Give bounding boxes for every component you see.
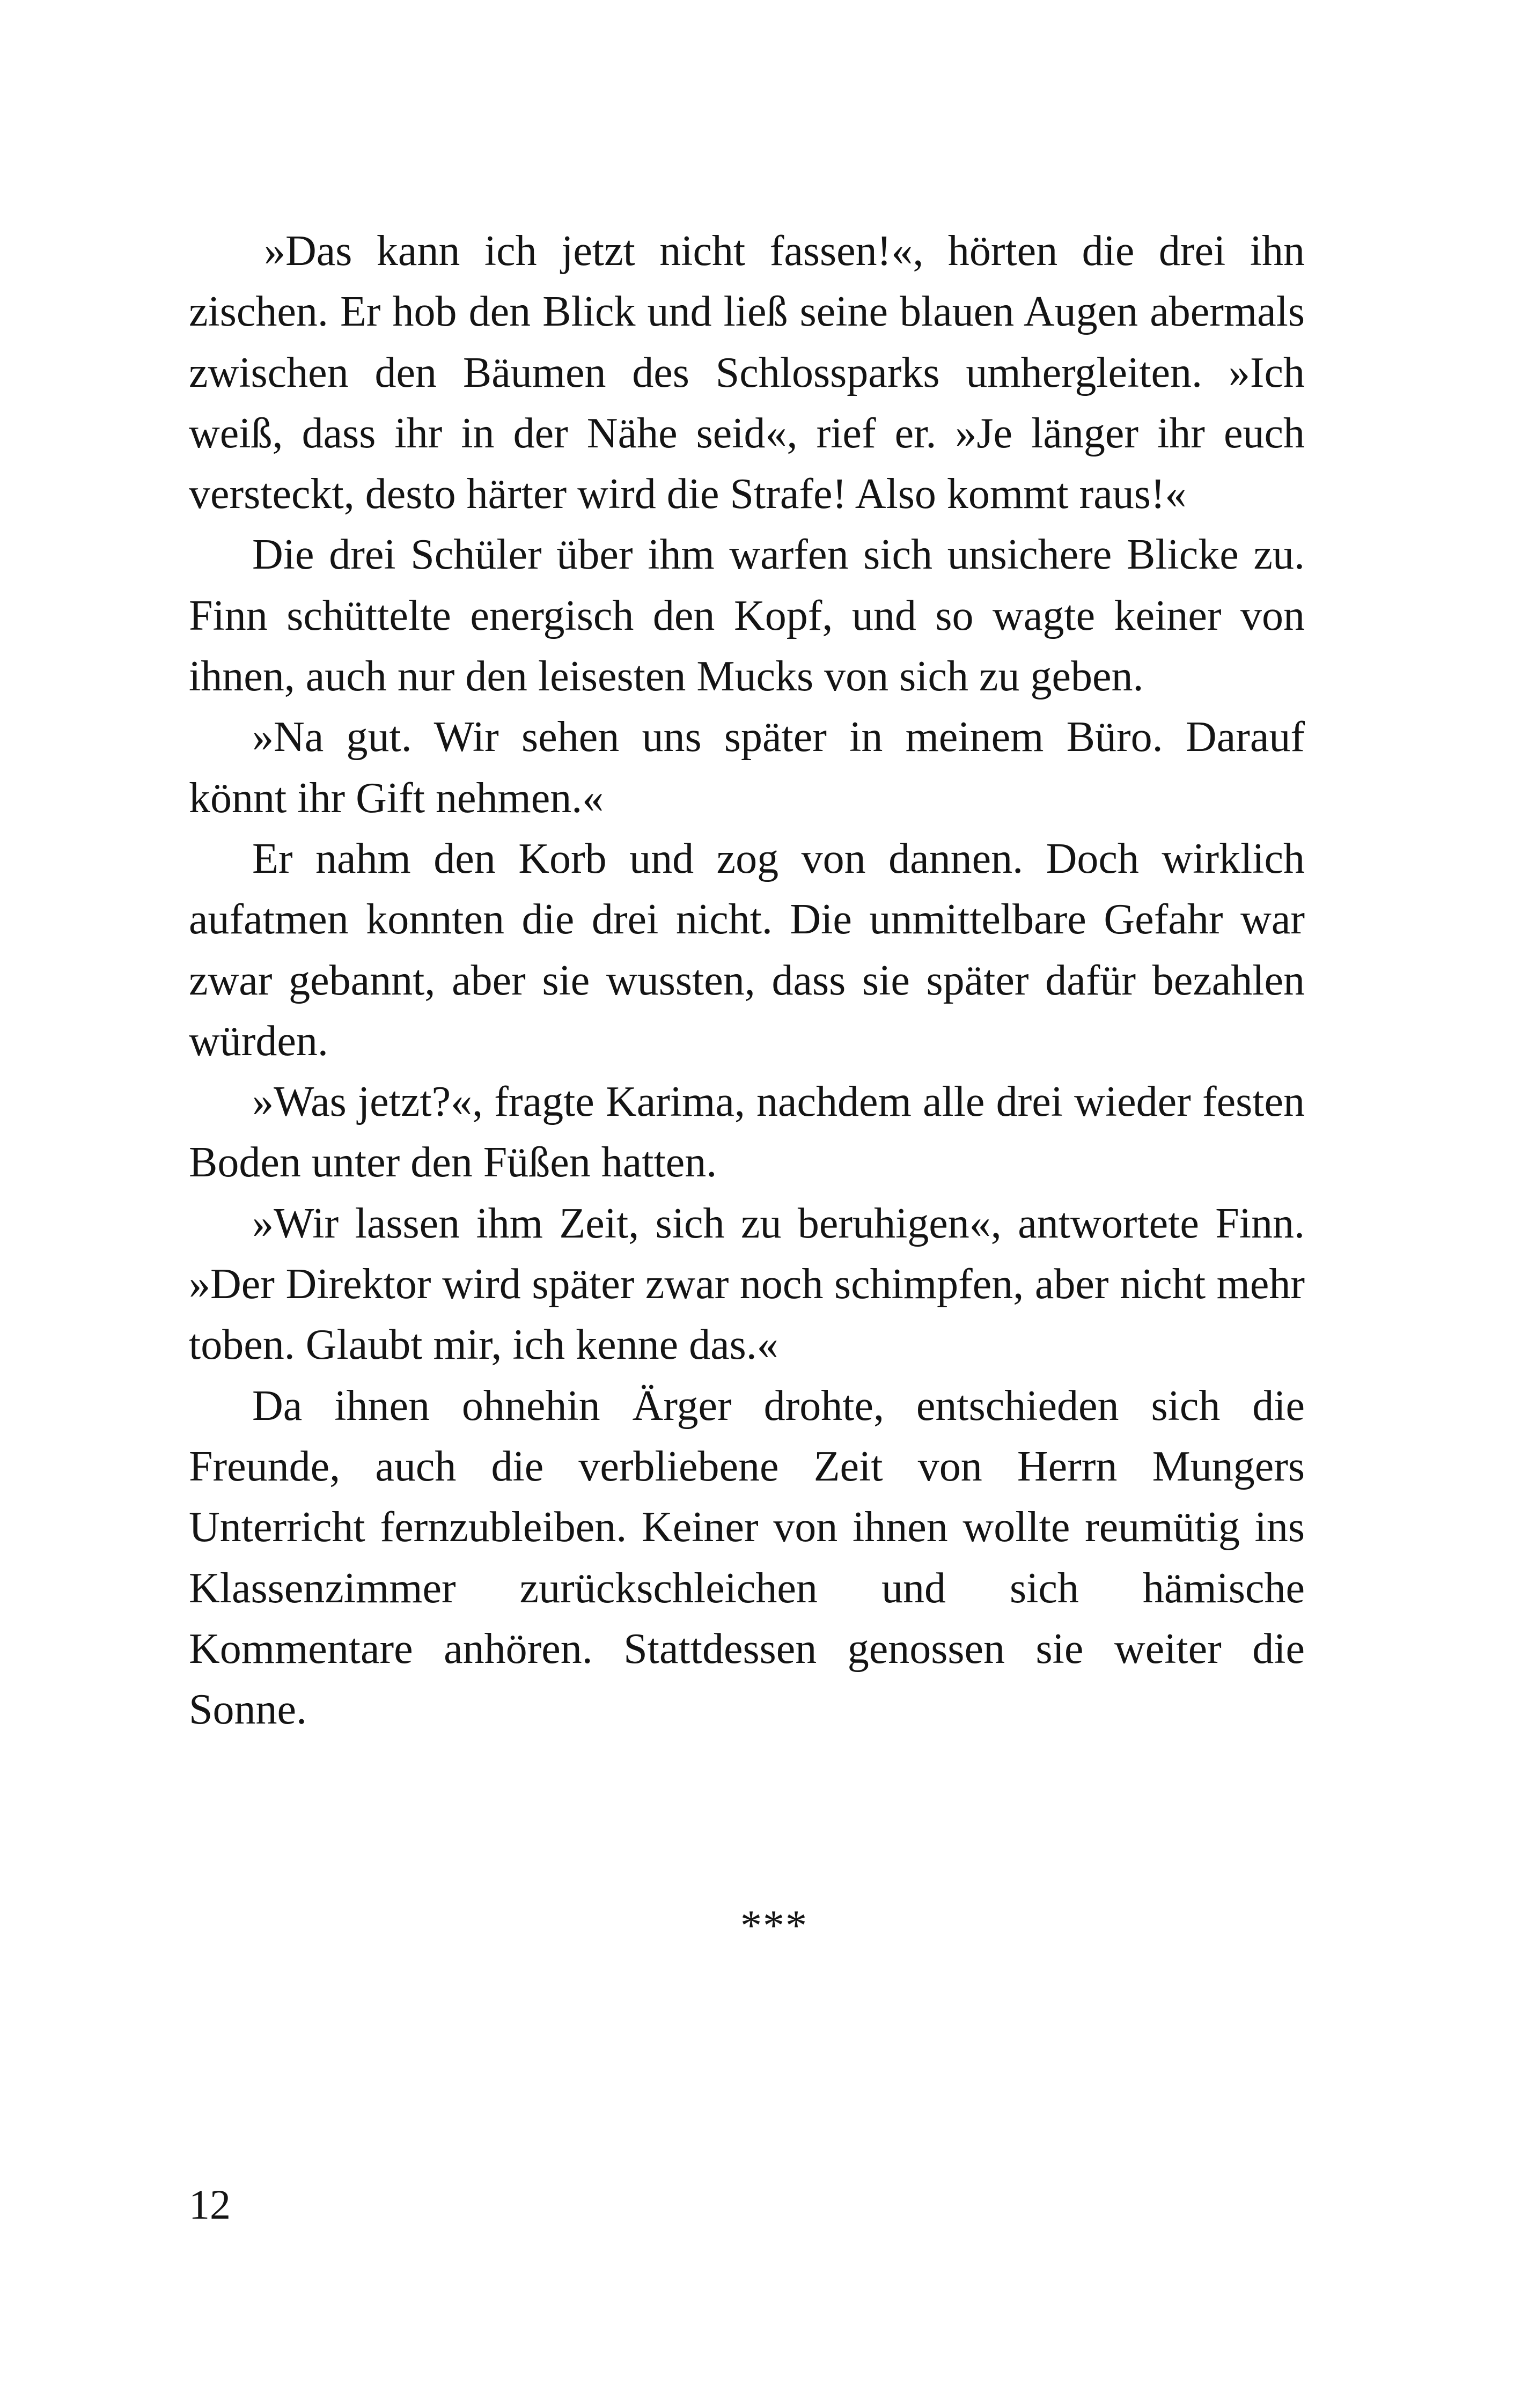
paragraph: »Na gut. Wir sehen uns später in meinem Büro. Darauf könnt ihr Gift nehmen.« <box>189 713 1305 822</box>
scene-break: *** <box>740 1902 808 1949</box>
paragraph: Da ihnen ohnehin Ärger drohte, entschieden sich die Freunde, auch die verbliebene Zeit von Herrn Mungers Unterricht fernzubleiben. Keiner von ihnen wollte reumütig ins Klassenzimmer zurückschleichen und sich hämische Kommentare anhören. Stattdessen genossen sie weiter die Sonne. <box>189 1382 1305 1734</box>
paragraph: »Was jetzt?«, fragte Karima, nachdem alle drei wieder festen Boden unter den Füßen hatten. <box>189 1078 1305 1187</box>
page-number: 12 <box>189 2181 231 2228</box>
paragraph: »Wir lassen ihm Zeit, sich zu beruhigen«, antwortete Finn. »Der Direktor wird später zwar noch schimpfen, aber nicht mehr toben. Glaubt mir, ich kenne das.« <box>189 1199 1305 1369</box>
paragraph: Er nahm den Korb und zog von dannen. Doch wirklich aufatmen konnten die drei nicht. Die unmittelbare Gefahr war zwar gebannt, aber sie wussten, dass sie später dafür bezahlen würden. <box>189 835 1305 1065</box>
paragraph: Die drei Schüler über ihm warfen sich unsichere Blicke zu. Finn schüttelte energisch den Kopf, und so wagte keiner von ihnen, auch nur den leisesten Mucks von sich zu geben. <box>189 531 1305 701</box>
paragraph: »Das kann ich jetzt nicht fassen!«, hörten die drei ihn zischen. Er hob den Blick und ließ seine blauen Augen abermals zwischen den Bäumen des Schlossparks umhergleiten. »Ich weiß, dass ihr in der Nähe seid«, rief er. »Je länger ihr euch versteckt, desto härter wird die Strafe! Also kommt raus!« <box>189 227 1305 518</box>
body-text <box>189 221 1305 1740</box>
